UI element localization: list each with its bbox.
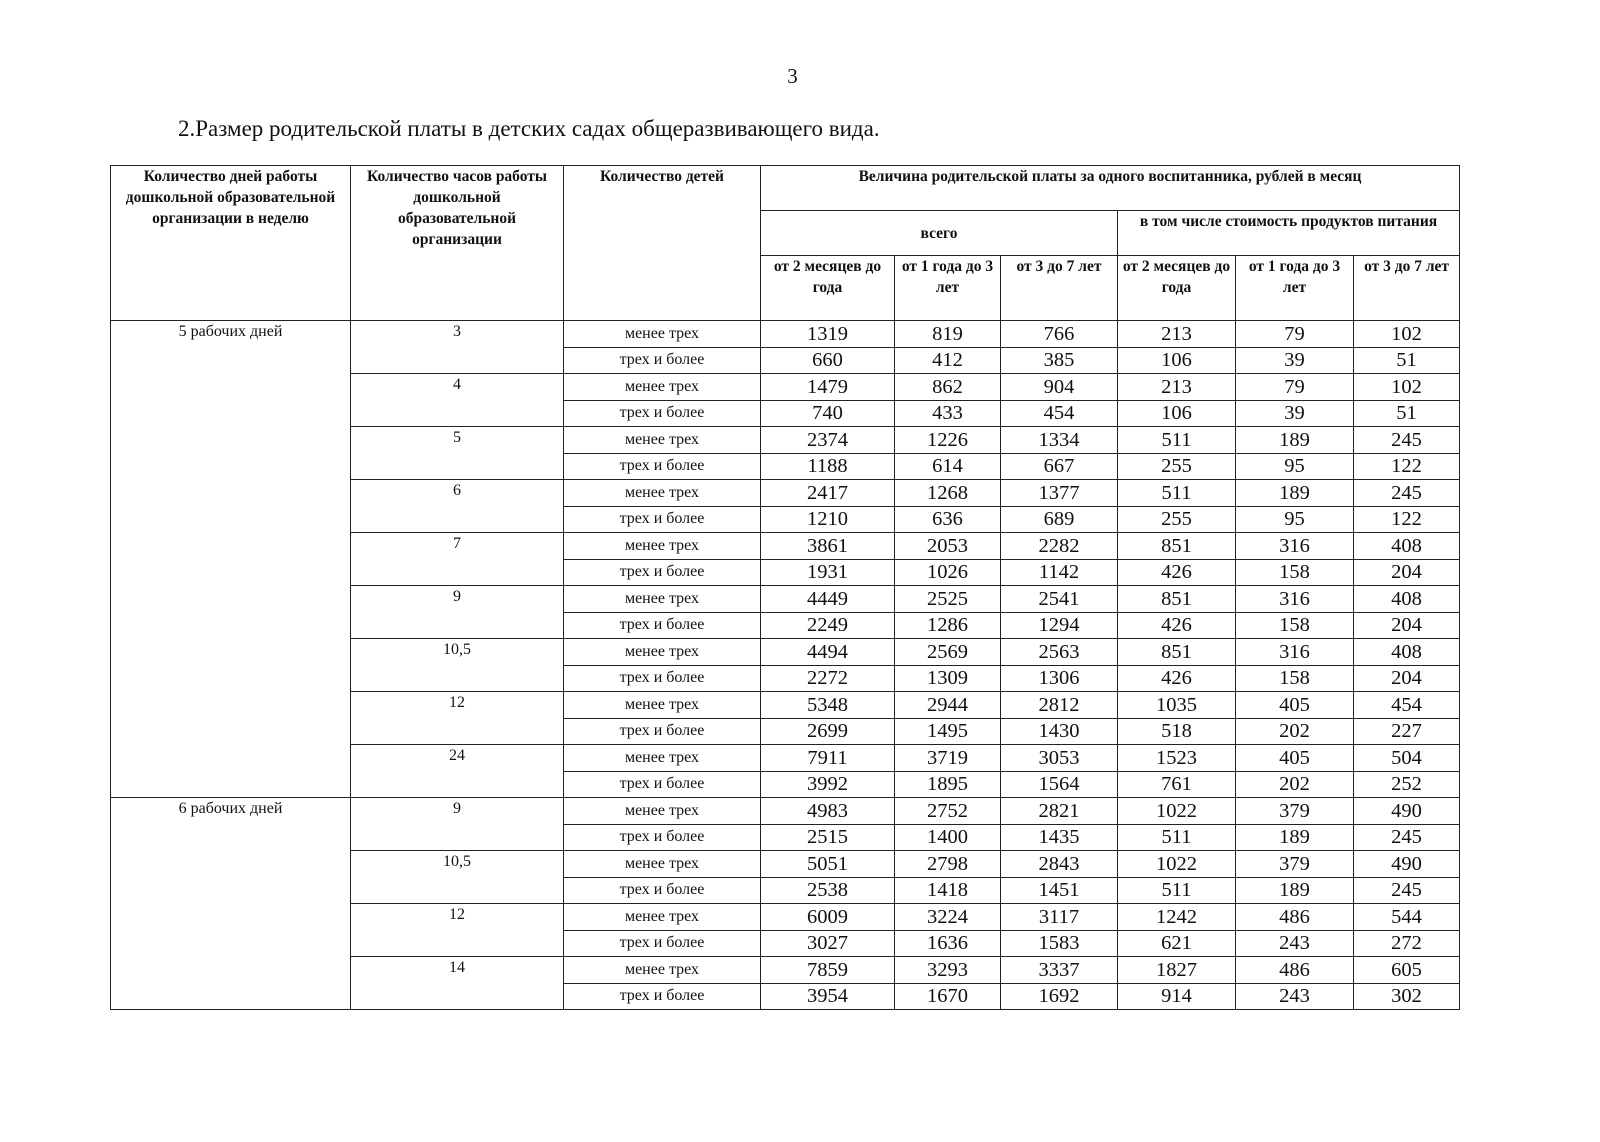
fee-value-cell: 412 xyxy=(895,347,1001,374)
fee-value-cell: 408 xyxy=(1354,639,1460,666)
fee-value-cell: 189 xyxy=(1236,480,1354,507)
fee-value-cell: 2798 xyxy=(895,851,1001,878)
fee-value-cell: 5051 xyxy=(761,851,895,878)
fee-value-cell: 511 xyxy=(1118,877,1236,904)
children-cell: менее трех xyxy=(564,480,761,507)
fee-value-cell: 2282 xyxy=(1001,533,1118,560)
fee-value-cell: 3117 xyxy=(1001,904,1118,931)
fee-value-cell: 605 xyxy=(1354,957,1460,984)
children-cell: менее трех xyxy=(564,639,761,666)
fee-value-cell: 158 xyxy=(1236,559,1354,586)
fee-value-cell: 1188 xyxy=(761,453,895,480)
fee-value-cell: 227 xyxy=(1354,718,1460,745)
fee-value-cell: 2417 xyxy=(761,480,895,507)
fee-value-cell: 689 xyxy=(1001,506,1118,533)
fee-value-cell: 204 xyxy=(1354,665,1460,692)
fee-value-cell: 2525 xyxy=(895,586,1001,613)
fee-value-cell: 4983 xyxy=(761,798,895,825)
hours-cell: 10,5 xyxy=(351,639,564,692)
fee-value-cell: 766 xyxy=(1001,321,1118,348)
table-row xyxy=(111,321,1460,348)
fee-value-cell: 2541 xyxy=(1001,586,1118,613)
hours-cell: 12 xyxy=(351,692,564,745)
fee-value-cell: 7859 xyxy=(761,957,895,984)
fee-value-cell: 904 xyxy=(1001,374,1118,401)
fee-value-cell: 3954 xyxy=(761,983,895,1010)
children-cell: менее трех xyxy=(564,374,761,401)
fee-value-cell: 862 xyxy=(895,374,1001,401)
fee-value-cell: 385 xyxy=(1001,347,1118,374)
fee-value-cell: 189 xyxy=(1236,824,1354,851)
fee-value-cell: 486 xyxy=(1236,957,1354,984)
fee-value-cell: 189 xyxy=(1236,427,1354,454)
fee-value-cell: 2538 xyxy=(761,877,895,904)
fee-value-cell: 1523 xyxy=(1118,745,1236,772)
fee-value-cell: 202 xyxy=(1236,771,1354,798)
hours-cell: 5 xyxy=(351,427,564,480)
fee-value-cell: 490 xyxy=(1354,851,1460,878)
fee-value-cell: 1026 xyxy=(895,559,1001,586)
children-cell: трех и более xyxy=(564,877,761,904)
hours-cell: 6 xyxy=(351,480,564,533)
children-cell: менее трех xyxy=(564,321,761,348)
fee-value-cell: 636 xyxy=(895,506,1001,533)
fee-value-cell: 272 xyxy=(1354,930,1460,957)
fee-value-cell: 79 xyxy=(1236,374,1354,401)
parent-fee-table xyxy=(110,165,1460,1010)
fee-value-cell: 660 xyxy=(761,347,895,374)
fee-value-cell: 3992 xyxy=(761,771,895,798)
fee-value-cell: 511 xyxy=(1118,824,1236,851)
hours-cell: 9 xyxy=(351,798,564,851)
fee-value-cell: 316 xyxy=(1236,586,1354,613)
fee-value-cell: 1226 xyxy=(895,427,1001,454)
children-cell: менее трех xyxy=(564,533,761,560)
fee-value-cell: 2752 xyxy=(895,798,1001,825)
children-cell: трех и более xyxy=(564,824,761,851)
fee-value-cell: 252 xyxy=(1354,771,1460,798)
fee-value-cell: 1309 xyxy=(895,665,1001,692)
fee-value-cell: 2812 xyxy=(1001,692,1118,719)
header-hours: Количество часов работы дошкольной образовательной организации xyxy=(351,166,564,321)
children-cell: менее трех xyxy=(564,957,761,984)
header-age: от 1 года до 3 лет xyxy=(895,256,1001,321)
fee-value-cell: 740 xyxy=(761,400,895,427)
days-cell: 5 рабочих дней xyxy=(111,321,351,798)
header-food: в том числе стоимость продуктов питания xyxy=(1118,211,1460,256)
fee-value-cell: 426 xyxy=(1118,665,1236,692)
fee-value-cell: 454 xyxy=(1354,692,1460,719)
fee-value-cell: 3337 xyxy=(1001,957,1118,984)
fee-value-cell: 158 xyxy=(1236,665,1354,692)
children-cell: трех и более xyxy=(564,930,761,957)
header-total: всего xyxy=(761,211,1118,256)
fee-value-cell: 1268 xyxy=(895,480,1001,507)
fee-value-cell: 189 xyxy=(1236,877,1354,904)
children-cell: менее трех xyxy=(564,904,761,931)
fee-value-cell: 2272 xyxy=(761,665,895,692)
children-cell: трех и более xyxy=(564,771,761,798)
fee-value-cell: 504 xyxy=(1354,745,1460,772)
fee-value-cell: 302 xyxy=(1354,983,1460,1010)
fee-value-cell: 1692 xyxy=(1001,983,1118,1010)
fee-value-cell: 3293 xyxy=(895,957,1001,984)
fee-value-cell: 51 xyxy=(1354,400,1460,427)
fee-value-cell: 2374 xyxy=(761,427,895,454)
fee-value-cell: 1242 xyxy=(1118,904,1236,931)
fee-value-cell: 1142 xyxy=(1001,559,1118,586)
fee-value-cell: 2843 xyxy=(1001,851,1118,878)
fee-value-cell: 851 xyxy=(1118,533,1236,560)
children-cell: трех и более xyxy=(564,665,761,692)
fee-value-cell: 379 xyxy=(1236,851,1354,878)
fee-value-cell: 1334 xyxy=(1001,427,1118,454)
fee-value-cell: 819 xyxy=(895,321,1001,348)
hours-cell: 12 xyxy=(351,904,564,957)
fee-value-cell: 1670 xyxy=(895,983,1001,1010)
fee-value-cell: 1022 xyxy=(1118,798,1236,825)
fee-value-cell: 379 xyxy=(1236,798,1354,825)
fee-value-cell: 6009 xyxy=(761,904,895,931)
hours-cell: 10,5 xyxy=(351,851,564,904)
fee-value-cell: 4449 xyxy=(761,586,895,613)
fee-value-cell: 2515 xyxy=(761,824,895,851)
children-cell: трех и более xyxy=(564,612,761,639)
fee-value-cell: 426 xyxy=(1118,612,1236,639)
fee-value-cell: 95 xyxy=(1236,453,1354,480)
fee-value-cell: 316 xyxy=(1236,639,1354,666)
children-cell: трех и более xyxy=(564,559,761,586)
fee-value-cell: 1319 xyxy=(761,321,895,348)
fee-value-cell: 316 xyxy=(1236,533,1354,560)
fee-value-cell: 511 xyxy=(1118,480,1236,507)
fee-value-cell: 2053 xyxy=(895,533,1001,560)
fee-value-cell: 158 xyxy=(1236,612,1354,639)
fee-value-cell: 1495 xyxy=(895,718,1001,745)
children-cell: менее трех xyxy=(564,586,761,613)
fee-value-cell: 3224 xyxy=(895,904,1001,931)
fee-value-cell: 106 xyxy=(1118,347,1236,374)
fee-value-cell: 1035 xyxy=(1118,692,1236,719)
fee-value-cell: 405 xyxy=(1236,745,1354,772)
fee-value-cell: 5348 xyxy=(761,692,895,719)
fee-value-cell: 454 xyxy=(1001,400,1118,427)
children-cell: менее трех xyxy=(564,692,761,719)
fee-value-cell: 245 xyxy=(1354,427,1460,454)
fee-value-cell: 2569 xyxy=(895,639,1001,666)
children-cell: менее трех xyxy=(564,798,761,825)
header-age: от 3 до 7 лет xyxy=(1001,256,1118,321)
children-cell: менее трех xyxy=(564,427,761,454)
hours-cell: 24 xyxy=(351,745,564,798)
fee-value-cell: 433 xyxy=(895,400,1001,427)
fee-value-cell: 1418 xyxy=(895,877,1001,904)
fee-value-cell: 3719 xyxy=(895,745,1001,772)
fee-value-cell: 1827 xyxy=(1118,957,1236,984)
fee-value-cell: 1636 xyxy=(895,930,1001,957)
fee-value-cell: 1583 xyxy=(1001,930,1118,957)
hours-cell: 7 xyxy=(351,533,564,586)
fee-value-cell: 511 xyxy=(1118,427,1236,454)
children-cell: менее трех xyxy=(564,745,761,772)
fee-value-cell: 255 xyxy=(1118,506,1236,533)
header-days: Количество дней работы дошкольной образовательной организации в неделю xyxy=(111,166,351,321)
fee-value-cell: 51 xyxy=(1354,347,1460,374)
children-cell: менее трех xyxy=(564,851,761,878)
fee-value-cell: 213 xyxy=(1118,321,1236,348)
fee-value-cell: 39 xyxy=(1236,400,1354,427)
days-cell: 6 рабочих дней xyxy=(111,798,351,1010)
fee-value-cell: 1306 xyxy=(1001,665,1118,692)
fee-value-cell: 204 xyxy=(1354,559,1460,586)
fee-value-cell: 621 xyxy=(1118,930,1236,957)
fee-value-cell: 667 xyxy=(1001,453,1118,480)
fee-value-cell: 614 xyxy=(895,453,1001,480)
hours-cell: 14 xyxy=(351,957,564,1010)
header-age: от 1 года до 3 лет xyxy=(1236,256,1354,321)
table-row xyxy=(111,798,1460,825)
fee-value-cell: 2249 xyxy=(761,612,895,639)
fee-value-cell: 2944 xyxy=(895,692,1001,719)
header-children: Количество детей xyxy=(564,166,761,321)
fee-value-cell: 204 xyxy=(1354,612,1460,639)
section-title: 2.Размер родительской платы в детских садах общеразвивающего вида. xyxy=(178,116,880,141)
fee-value-cell: 1400 xyxy=(895,824,1001,851)
fee-value-cell: 3027 xyxy=(761,930,895,957)
fee-value-cell: 122 xyxy=(1354,506,1460,533)
page-number: 3 xyxy=(787,64,798,88)
fee-value-cell: 408 xyxy=(1354,586,1460,613)
fee-value-cell: 1377 xyxy=(1001,480,1118,507)
fee-value-cell: 405 xyxy=(1236,692,1354,719)
children-cell: трех и более xyxy=(564,983,761,1010)
fee-value-cell: 243 xyxy=(1236,983,1354,1010)
fee-value-cell: 1286 xyxy=(895,612,1001,639)
fee-value-cell: 1294 xyxy=(1001,612,1118,639)
fee-value-cell: 245 xyxy=(1354,877,1460,904)
fee-value-cell: 544 xyxy=(1354,904,1460,931)
fee-value-cell: 255 xyxy=(1118,453,1236,480)
fee-value-cell: 1430 xyxy=(1001,718,1118,745)
fee-value-cell: 2563 xyxy=(1001,639,1118,666)
fee-value-cell: 1564 xyxy=(1001,771,1118,798)
fee-value-cell: 243 xyxy=(1236,930,1354,957)
fee-value-cell: 95 xyxy=(1236,506,1354,533)
hours-cell: 4 xyxy=(351,374,564,427)
fee-value-cell: 490 xyxy=(1354,798,1460,825)
fee-value-cell: 2699 xyxy=(761,718,895,745)
fee-value-cell: 408 xyxy=(1354,533,1460,560)
fee-value-cell: 426 xyxy=(1118,559,1236,586)
fee-value-cell: 213 xyxy=(1118,374,1236,401)
fee-value-cell: 202 xyxy=(1236,718,1354,745)
header-fee: Величина родительской платы за одного воспитанника, рублей в месяц xyxy=(761,166,1460,211)
fee-value-cell: 122 xyxy=(1354,453,1460,480)
fee-value-cell: 1435 xyxy=(1001,824,1118,851)
hours-cell: 9 xyxy=(351,586,564,639)
fee-value-cell: 39 xyxy=(1236,347,1354,374)
fee-value-cell: 4494 xyxy=(761,639,895,666)
header-age: от 3 до 7 лет xyxy=(1354,256,1460,321)
fee-value-cell: 914 xyxy=(1118,983,1236,1010)
fee-value-cell: 486 xyxy=(1236,904,1354,931)
fee-value-cell: 3053 xyxy=(1001,745,1118,772)
fee-value-cell: 102 xyxy=(1354,321,1460,348)
children-cell: трех и более xyxy=(564,453,761,480)
children-cell: трех и более xyxy=(564,718,761,745)
fee-value-cell: 7911 xyxy=(761,745,895,772)
fee-value-cell: 761 xyxy=(1118,771,1236,798)
fee-value-cell: 851 xyxy=(1118,586,1236,613)
fee-value-cell: 1931 xyxy=(761,559,895,586)
fee-value-cell: 102 xyxy=(1354,374,1460,401)
children-cell: трех и более xyxy=(564,506,761,533)
fee-value-cell: 2821 xyxy=(1001,798,1118,825)
fee-value-cell: 851 xyxy=(1118,639,1236,666)
children-cell: трех и более xyxy=(564,347,761,374)
fee-value-cell: 106 xyxy=(1118,400,1236,427)
hours-cell: 3 xyxy=(351,321,564,374)
fee-value-cell: 79 xyxy=(1236,321,1354,348)
header-age: от 2 месяцев до года xyxy=(1118,256,1236,321)
fee-value-cell: 1895 xyxy=(895,771,1001,798)
fee-value-cell: 1022 xyxy=(1118,851,1236,878)
fee-value-cell: 1210 xyxy=(761,506,895,533)
fee-value-cell: 1451 xyxy=(1001,877,1118,904)
fee-value-cell: 3861 xyxy=(761,533,895,560)
fee-value-cell: 1479 xyxy=(761,374,895,401)
fee-value-cell: 518 xyxy=(1118,718,1236,745)
children-cell: трех и более xyxy=(564,400,761,427)
header-age: от 2 месяцев до года xyxy=(761,256,895,321)
fee-value-cell: 245 xyxy=(1354,480,1460,507)
fee-value-cell: 245 xyxy=(1354,824,1460,851)
